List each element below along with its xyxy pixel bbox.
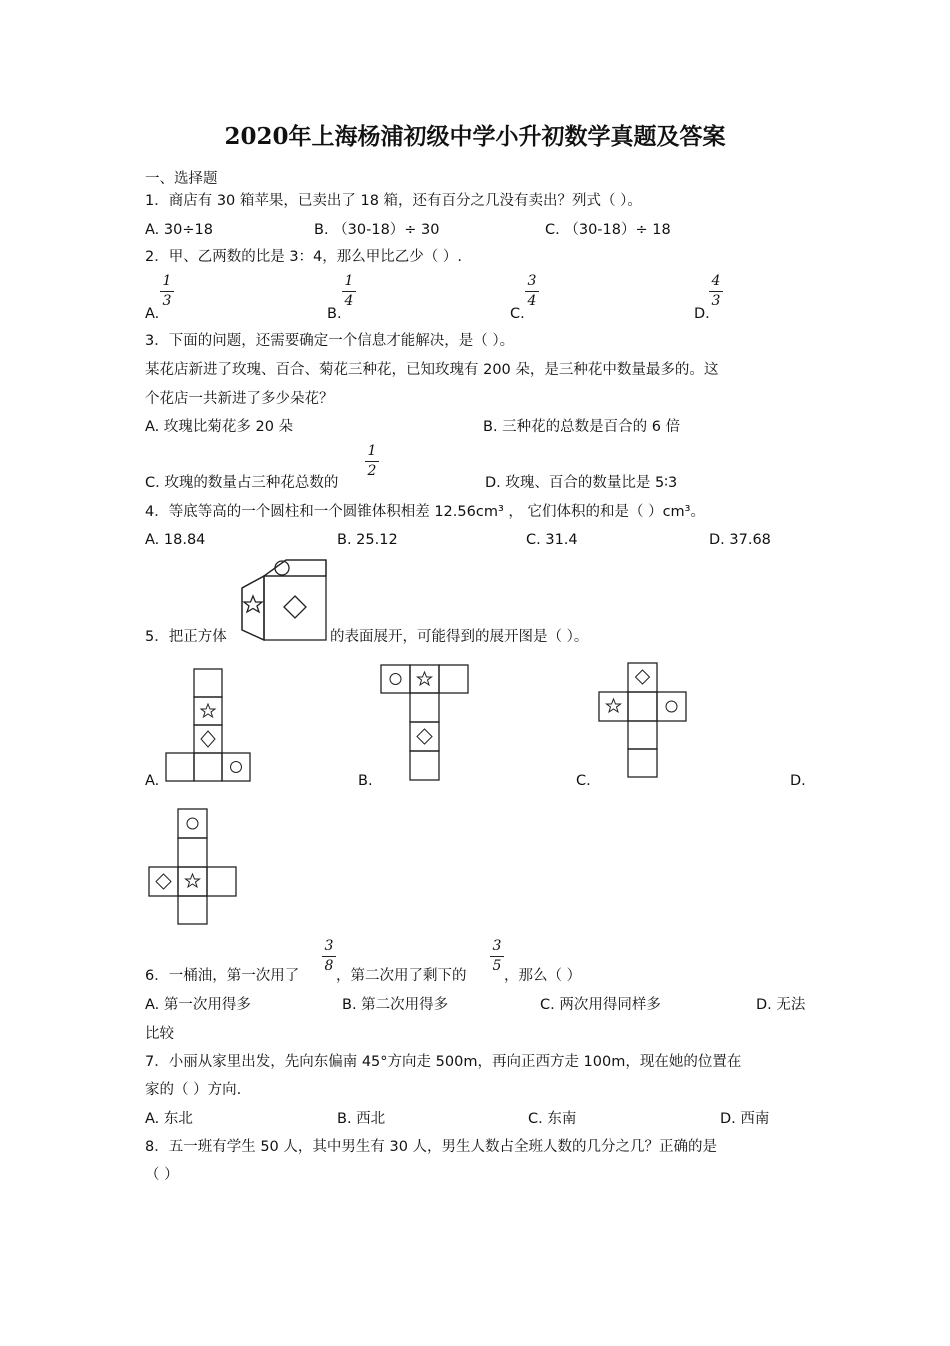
question-5-option-d: D.: [790, 773, 806, 789]
fraction-one-fourth: 1 4: [342, 274, 356, 309]
question-5-stem-start: 5．把正方体: [145, 629, 227, 645]
question-6-option-d: D. 无法: [756, 997, 806, 1013]
question-5-option-c: C.: [576, 773, 591, 789]
question-1-stem: 1．商店有 30 箱苹果，已卖出了 18 箱，还有百分之几没有卖出？列式（ ）。: [145, 193, 642, 209]
question-2-option-b: B.: [327, 306, 342, 322]
question-7-option-c: C. 东南: [528, 1111, 577, 1127]
question-4-stem: 4．等底等高的一个圆柱和一个圆锥体积相差 12.56cm³ ， 它们体积的和是（ ）cm³。: [145, 504, 705, 520]
question-1-option-a: A. 30÷18: [145, 222, 213, 238]
question-4-option-a: A. 18.84: [145, 532, 206, 548]
question-3-option-c: C. 玫瑰的数量占三种花总数的: [145, 475, 339, 491]
question-3-option-b: B. 三种花的总数是百合的 6 倍: [483, 419, 681, 435]
cube-net-option-a: [165, 668, 255, 786]
question-7-option-d: D. 西南: [720, 1111, 770, 1127]
question-6-stem-middle: ，第二次用了剩下的: [336, 968, 467, 984]
question-1-option-c: C. （30-18）÷ 18: [545, 222, 671, 238]
question-3-stem: 3．下面的问题，还需要确定一个信息才能解决，是（ ）。: [145, 333, 515, 349]
cube-net-option-b: [380, 664, 470, 784]
question-5-option-a: A.: [145, 773, 160, 789]
question-2-stem: 2．甲、乙两数的比是 3：4，那么甲比乙少（ ）.: [145, 249, 463, 265]
question-6-option-c: C. 两次用得同样多: [540, 997, 661, 1013]
question-6-stem-start: 6．一桶油，第一次用了: [145, 968, 300, 984]
question-4-option-d: D. 37.68: [709, 532, 771, 548]
cube-net-option-d: [147, 808, 239, 926]
question-4-option-c: C. 31.4: [526, 532, 578, 548]
question-6-option-a: A. 第一次用得多: [145, 997, 251, 1013]
fraction-one-third: 1 3: [160, 274, 174, 309]
question-5-option-b: B.: [358, 773, 373, 789]
question-3-option-d: D. 玫瑰、百合的数量比是 5∶3: [485, 475, 678, 491]
page-title: 2020年上海杨浦初级中学小升初数学真题及答案: [224, 123, 726, 150]
question-2-option-d: D.: [694, 306, 710, 322]
question-6-stem-end: ，那么（ ）: [504, 968, 582, 984]
fraction-three-fourths: 3 4: [525, 274, 539, 309]
question-7-option-b: B. 西北: [337, 1111, 386, 1127]
question-7-option-a: A. 东北: [145, 1111, 193, 1127]
fraction-three-fifths: 3 5: [490, 939, 504, 974]
fraction-four-thirds: 4 3: [709, 274, 723, 309]
fraction-one-half: 1 2: [365, 444, 379, 479]
question-3-text-line-2: 个花店一共新进了多少朵花？: [145, 391, 334, 407]
question-6-option-d-continued: 比较: [145, 1026, 174, 1042]
fraction-three-eighths: 3 8: [322, 939, 336, 974]
question-7-line-1: 7．小丽从家里出发，先向东偏南 45°方向走 500m，再向正西方走 100m，现在她的位置在: [145, 1054, 742, 1070]
question-8-line-1: 8．五一班有学生 50 人，其中男生有 30 人，男生人数占全班人数的几分之几？正确的是: [145, 1139, 718, 1155]
question-2-option-c: C.: [510, 306, 525, 322]
cube-net-option-c: [598, 662, 690, 782]
question-5-stem-end: 的表面展开，可能得到的展开图是（ ）。: [330, 629, 589, 645]
question-8-line-2: （ ）: [145, 1167, 179, 1183]
question-1-option-b: B. （30-18）÷ 30: [314, 222, 440, 238]
question-6-option-b: B. 第二次用得多: [342, 997, 449, 1013]
question-4-option-b: B. 25.12: [337, 532, 398, 548]
question-3-text-line-1: 某花店新进了玫瑰、百合、菊花三种花，已知玫瑰有 200 朵，是三种花中数量最多的。这: [145, 362, 719, 378]
section-heading: 一、选择题: [145, 171, 218, 187]
question-3-option-a: A. 玫瑰比菊花多 20 朵: [145, 419, 294, 435]
question-2-option-a: A.: [145, 306, 160, 322]
cube-figure: [240, 558, 330, 644]
question-7-line-2: 家的（ ）方向.: [145, 1082, 242, 1098]
